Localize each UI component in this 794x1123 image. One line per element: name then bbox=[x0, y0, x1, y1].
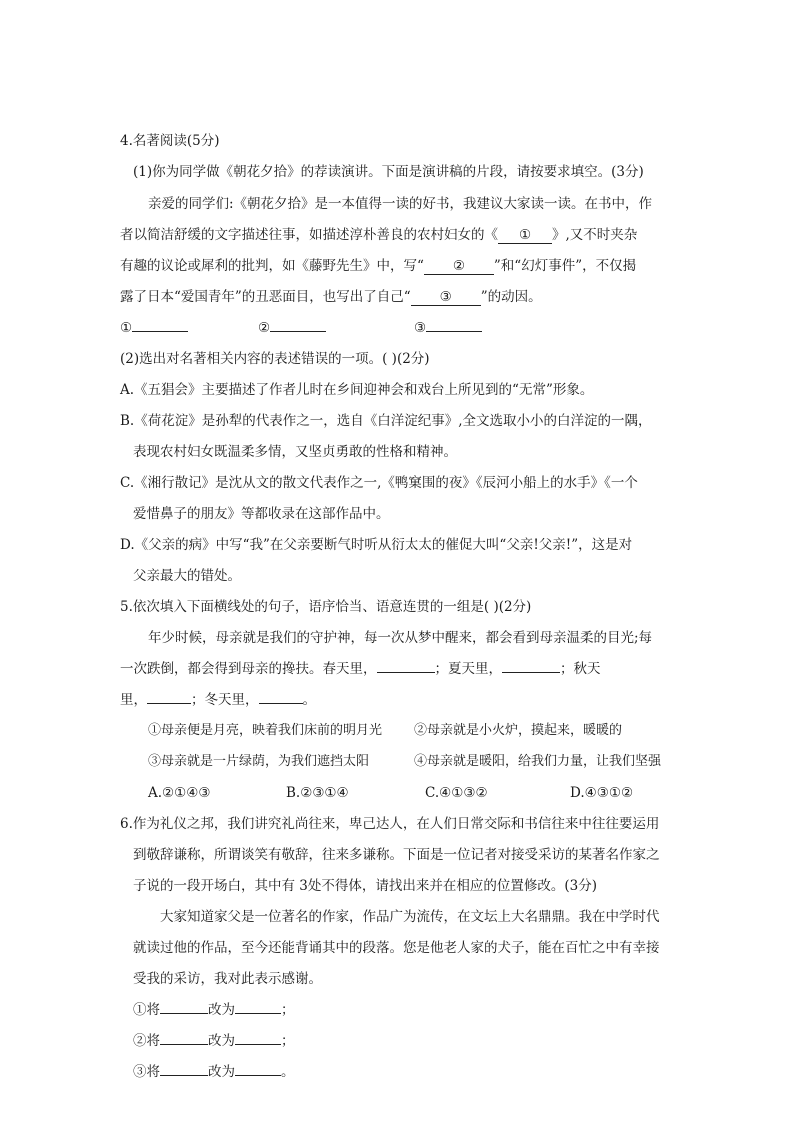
q4-title: 4.名著阅读(5分) bbox=[120, 133, 220, 149]
q6-para-line3: 受我的采访，我对此表示感谢。 bbox=[133, 971, 322, 987]
q5-para-line3: 里， ；冬天里， 。 bbox=[120, 692, 316, 708]
q5-para-line1: 年少时候，母亲就是我们的守护神，每一次从梦中醒来，都会看到母亲温柔的目光;每 bbox=[148, 630, 653, 646]
q4-option-b-line1: B.《荷花淀》是孙犁的代表作之一，选自《白洋淀纪事》,全文选取小小的白洋淀的一隅， bbox=[120, 413, 652, 429]
q4-para-line1: 亲爱的同学们:《朝花夕拾》是一本值得一读的好书，我建议大家读一读。在书中，作 bbox=[148, 196, 653, 212]
q4-option-c-line2: 爱惜鼻子的朋友》等都收录在这部作品中。 bbox=[133, 506, 390, 522]
q5-title: 5.依次填入下面横线处的句子，语序恰当、语意连贯的一组是( )(2分) bbox=[120, 599, 532, 615]
q4-option-a: A.《五猖会》主要描述了作者儿时在乡间迎神会和戏台上所见到的“无常”形象。 bbox=[120, 382, 594, 398]
q5-sentence-2: ②母亲就是小火炉，摸起来，暖暖的 bbox=[414, 723, 623, 738]
q6-para-line1: 大家知道家父是一位著名的作家，作品广为流传，在文坛上大名鼎鼎。我在中学时代 bbox=[160, 909, 660, 925]
q4-option-c-line1: C.《湘行散记》是沈从文的散文代表作之一,《鸭窠围的夜》《辰河小船上的水手》《一个 bbox=[120, 475, 638, 491]
q4-blank-1[interactable]: ① bbox=[498, 227, 552, 244]
q5-sentence-4: ④母亲就是暖阳，给我们力量，让我们坚强 bbox=[414, 754, 662, 769]
q5-para-line2: 一次跌倒，都会得到母亲的搀扶。春天里， ；夏天里， ；秋天 bbox=[120, 661, 601, 677]
q5-sentence-1: ①母亲便是月亮，映着我们床前的明月光 bbox=[148, 723, 383, 738]
q6-revision-1-to[interactable] bbox=[235, 1013, 281, 1014]
q6-title-line1: 6.作为礼仪之邦，我们讲究礼尚往来，卑己达人，在人们日常交际和书信往来中往往要运用 bbox=[120, 816, 660, 832]
q6-revision-2: ②将 改为 ； bbox=[133, 1033, 295, 1049]
q6-revision-2-from[interactable] bbox=[160, 1044, 208, 1045]
q4-answer-2-field[interactable] bbox=[270, 331, 326, 332]
q4-blank-3[interactable]: ③ bbox=[411, 289, 481, 306]
q5-choice-a[interactable]: A.②①④③ bbox=[148, 785, 211, 801]
q4-answer-2: ② bbox=[258, 318, 326, 338]
q5-blank-autumn[interactable] bbox=[147, 703, 191, 704]
q6-para-line2: 就读过他的作品，至今还能背诵其中的段落。您是他老人家的犬子，能在百忙之中有幸接 bbox=[133, 940, 660, 956]
q5-sentence-3: ③母亲就是一片绿荫，为我们遮挡太阳 bbox=[148, 754, 370, 769]
q4-sub1: (1)你为同学做《朝花夕拾》的荐读演讲。下面是演讲稿的片段，请按要求填空。(3分) bbox=[133, 164, 644, 180]
q4-para-line2: 者以简洁舒缓的文字描述往事，如描述淳朴善良的农村妇女的《 ① 》,又不时夹杂 bbox=[120, 227, 638, 243]
q6-revision-3-to[interactable] bbox=[235, 1075, 281, 1076]
q4-para-line3: 有趣的议论或犀利的批判，如《藤野先生》中，写“ ② ”和“幻灯事件”，不仅揭 bbox=[120, 258, 637, 274]
q6-revision-1: ①将 改为 ； bbox=[133, 1002, 295, 1018]
q4-blank-2[interactable]: ② bbox=[424, 258, 494, 275]
q4-option-d-line1: D.《父亲的病》中写“我”在父亲要断气时听从衍太太的催促大叫“父亲!父亲!”，这是对 bbox=[120, 537, 633, 553]
q4-sub2: (2)选出对名著相关内容的表述错误的一项。( )(2分) bbox=[120, 351, 430, 367]
q6-revision-3-from[interactable] bbox=[160, 1075, 208, 1076]
q5-blank-summer[interactable] bbox=[502, 672, 560, 673]
q6-revision-2-to[interactable] bbox=[235, 1044, 281, 1045]
q4-answer-3: ③ bbox=[414, 318, 482, 338]
q4-option-b-line2: 表现农村妇女既温柔多情，又坚贞勇敢的性格和精神。 bbox=[133, 444, 457, 460]
q6-title-line2: 到敬辞谦称，所谓谈笑有敬辞，往来多谦称。下面是一位记者对接受采访的某著名作家之 bbox=[133, 847, 660, 863]
q5-blank-spring[interactable] bbox=[377, 672, 435, 673]
q4-answer-3-field[interactable] bbox=[426, 331, 482, 332]
q5-choice-d[interactable]: D.④③①② bbox=[570, 785, 634, 801]
q5-choice-b[interactable]: B.②③①④ bbox=[286, 785, 349, 801]
q5-blank-winter[interactable] bbox=[259, 703, 303, 704]
q4-para-line4: 露了日本“爱国青年”的丑恶面目，也写出了自己“ ③ ”的动因。 bbox=[120, 289, 542, 305]
q6-title-line3: 子说的一段开场白，其中有 3处不得体，请找出来并在相应的位置修改。(3分) bbox=[133, 878, 598, 894]
q6-revision-1-from[interactable] bbox=[160, 1013, 208, 1014]
q4-option-d-line2: 父亲最大的错处。 bbox=[133, 568, 241, 584]
q4-answer-1-field[interactable] bbox=[132, 331, 188, 332]
q6-revision-3: ③将 改为 。 bbox=[133, 1064, 295, 1080]
q5-choice-c[interactable]: C.④①③② bbox=[425, 785, 488, 801]
q4-answer-1: ① bbox=[120, 318, 188, 338]
